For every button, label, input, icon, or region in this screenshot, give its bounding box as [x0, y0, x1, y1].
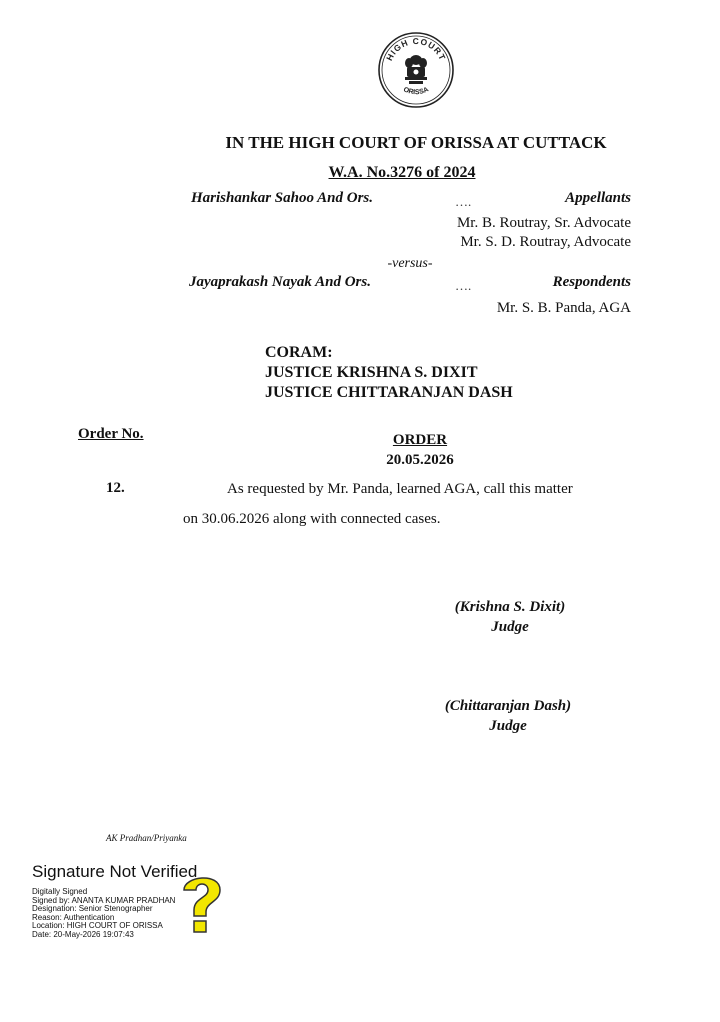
signature-detail-line: Designation: Senior Stenographer: [32, 904, 153, 913]
signature-name-1: (Krishna S. Dixit): [454, 599, 566, 615]
signature-detail-line: Location: HIGH COURT OF ORISSA: [32, 921, 163, 930]
signature-detail-line: Reason: Authentication: [32, 912, 115, 922]
order-no-label: Order No.: [78, 426, 144, 442]
coram-label: CORAM:: [265, 344, 333, 361]
court-title: IN THE HIGH COURT OF ORISSA AT CUTTACK: [225, 133, 607, 152]
digital-signature-details: [32, 888, 175, 939]
respondent-counsel-1: Mr. S. B. Panda, AGA: [496, 300, 631, 316]
signature-detail-line: Digitally Signed: [32, 887, 88, 896]
respondent-name: Jayaprakash Nayak And Ors.: [189, 274, 371, 290]
typist-initials: AK Pradhan/Priyanka: [106, 833, 187, 843]
high-court-seal: [376, 30, 456, 110]
seal-top-text: HIGH COURT: [384, 35, 448, 63]
svg-text:ORISSA: [402, 86, 430, 96]
respondents-label: Respondents: [552, 274, 631, 290]
coram-judge-2: JUSTICE CHITTARANJAN DASH: [265, 384, 513, 401]
signature-title-2: Judge: [489, 718, 527, 734]
order-number: 12.: [106, 480, 125, 496]
coram-judge-1: JUSTICE KRISHNA S. DIXIT: [265, 364, 478, 381]
order-heading-block: [360, 430, 480, 470]
case-number: W.A. No.3276 of 2024: [328, 164, 476, 181]
order-heading: ORDER: [392, 432, 448, 448]
signature-detail-line: Date: 20-May-2026 19:07:43: [32, 929, 134, 939]
versus-label: -versus-: [387, 256, 433, 271]
signature-block-1: [420, 597, 600, 637]
signature-block-2: [416, 696, 600, 736]
order-date: 20.05.2026: [386, 452, 454, 468]
respondent-dots: ….: [455, 278, 472, 293]
signature-status[interactable]: Signature Not Verified: [32, 862, 198, 881]
coram-block: [265, 343, 513, 403]
signature-detail-line: Signed by: ANANTA KUMAR PRADHAN: [32, 895, 176, 905]
appellant-counsel-1: Mr. B. Routray, Sr. Advocate: [456, 215, 631, 231]
order-text: [183, 474, 630, 534]
appellant-counsel-2: Mr. S. D. Routray, Advocate: [460, 234, 631, 250]
appellant-name: Harishankar Sahoo And Ors.: [191, 190, 374, 206]
order-text-line-2: on 30.06.2026 along with connected cases.: [183, 511, 441, 527]
appellant-dots: ….: [455, 194, 472, 209]
seal-bottom-text: ORISSA: [402, 86, 430, 97]
appellants-label: Appellants: [565, 190, 631, 206]
order-text-line-1: As requested by Mr. Panda, learned AGA, call this matter: [227, 481, 573, 497]
signature-name-2: (Chittaranjan Dash): [444, 698, 572, 714]
signature-title-1: Judge: [491, 619, 529, 635]
